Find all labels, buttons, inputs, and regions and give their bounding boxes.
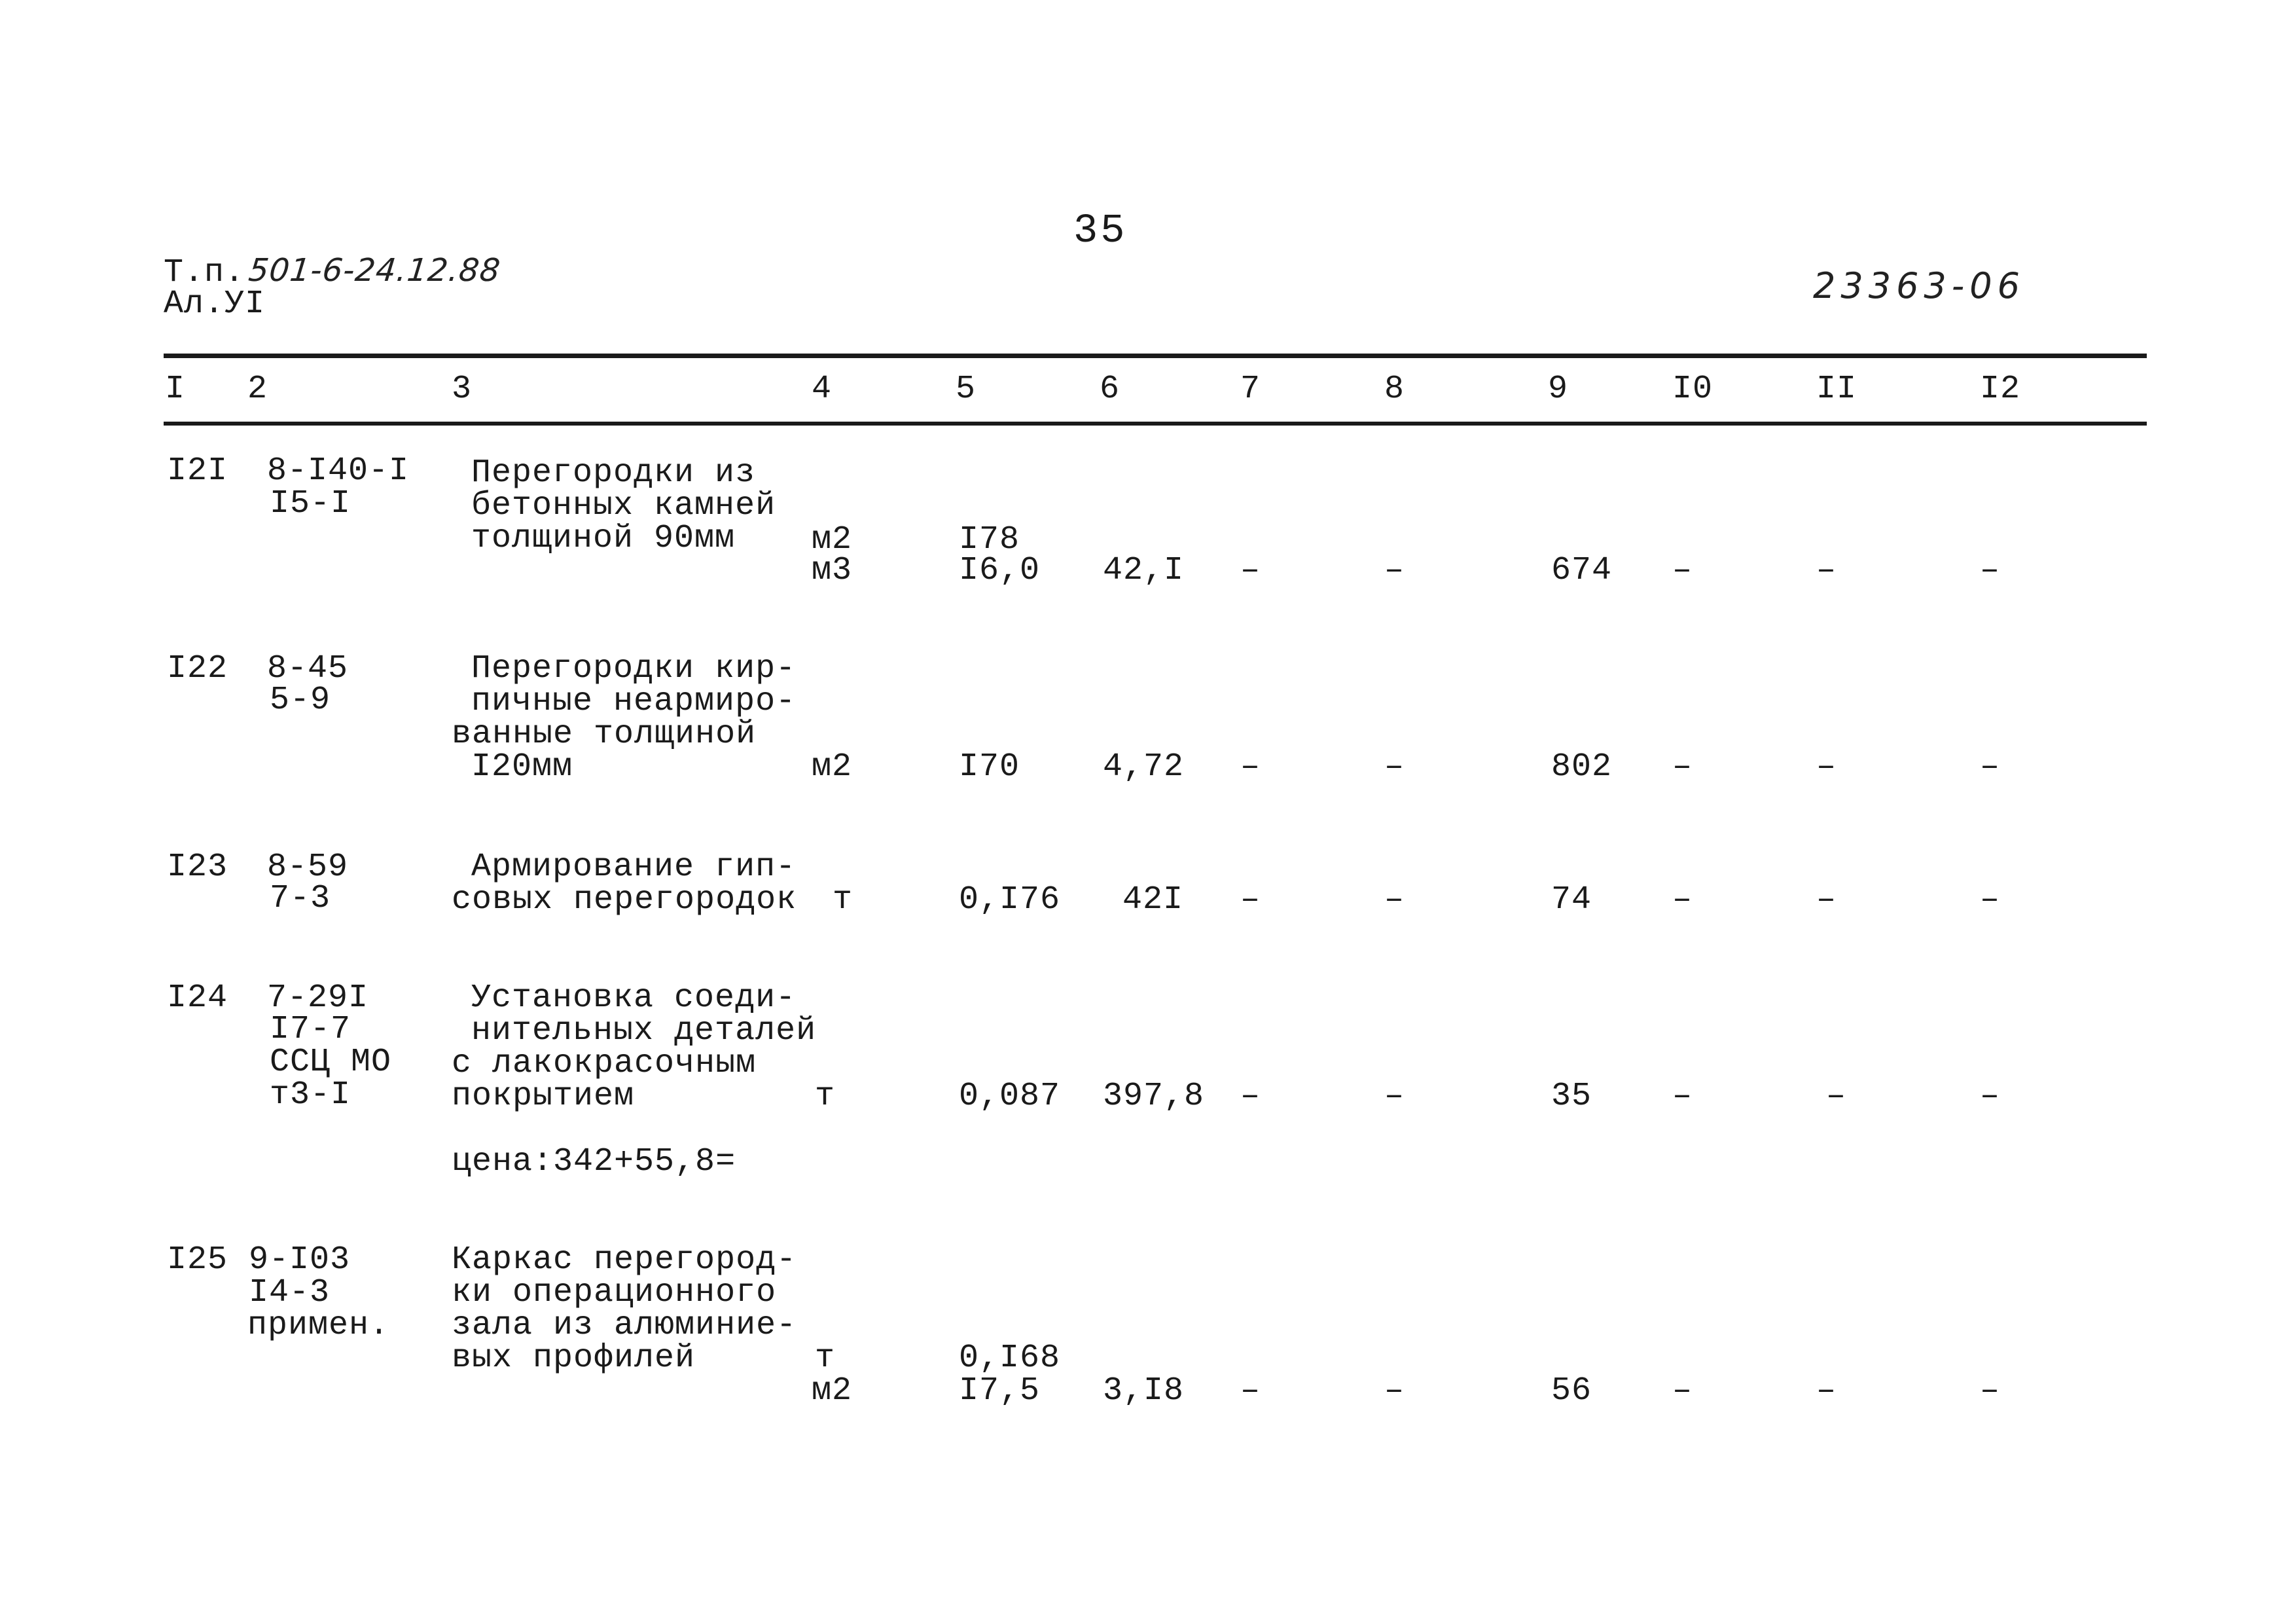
row-note: цена:342+55,8= [452,1143,736,1180]
row-col8: – [1384,1078,1405,1115]
row-quantity: I7,5 [959,1372,1041,1410]
row-col7: – [1240,1372,1261,1410]
row-col11: – [1826,1078,1847,1115]
row-quantity: 0,087 [959,1078,1061,1115]
row-unit: т [815,1078,836,1115]
row-price: 42I [1122,881,1184,919]
page-number: 35 [1073,208,1128,254]
row-code: I4-3 [249,1274,331,1311]
row-quantity: I78 [959,521,1020,558]
row-description: покрытием [452,1078,635,1115]
col-header-7: 7 [1240,371,1261,408]
row-col12: – [1980,748,2001,786]
row-code: 8-59 [267,848,349,886]
row-col8: – [1384,552,1405,589]
row-code: 7-29I [267,979,369,1017]
row-description: Каркас перегород- [452,1241,797,1279]
row-col9: 802 [1551,748,1613,786]
row-description: Армирование гип- [471,848,797,886]
row-description: пичные неармиро- [471,683,797,720]
table-top-rule [164,354,2147,358]
row-number: I22 [167,650,228,687]
row-unit: м2 [812,1372,853,1410]
col-header-2: 2 [247,371,268,408]
row-price: 4,72 [1103,748,1185,786]
row-code: примен. [247,1307,390,1344]
row-description: Перегородки кир- [471,650,797,687]
row-description: толщиной 90мм [471,520,736,557]
row-col10: – [1672,881,1693,919]
row-description: I20мм [471,748,573,786]
table-header-rule [164,422,2147,426]
row-description: Перегородки из [471,454,756,492]
row-col10: – [1672,1372,1693,1410]
row-col9: 56 [1551,1372,1592,1410]
row-col7: – [1240,881,1261,919]
row-price: 397,8 [1103,1078,1205,1115]
col-header-6: 6 [1100,371,1121,408]
row-price: 3,I8 [1103,1372,1185,1410]
row-col7: – [1240,552,1261,589]
row-description: ки операционного [452,1274,777,1311]
row-quantity: 0,I68 [959,1340,1061,1377]
row-description: совых перегородок [452,881,797,919]
row-col11: – [1816,1372,1837,1410]
row-col9: 74 [1551,881,1592,919]
row-code: 7-3 [270,880,331,917]
row-unit: м2 [812,748,853,786]
row-col12: – [1980,552,2001,589]
row-code: т3-I [270,1076,351,1114]
row-col11: – [1816,881,1837,919]
album-label: Ал.УI [164,285,266,323]
row-description: бетонных камней [471,487,776,524]
row-description: ванные толщиной [452,716,757,753]
row-description: нительных деталей [471,1012,817,1049]
tp-number-handwritten: 501-6-24.12.88 [247,252,503,289]
row-unit: т [815,1340,836,1377]
row-col8: – [1384,1372,1405,1410]
row-price: 42,I [1103,552,1185,589]
row-col10: – [1672,748,1693,786]
row-code: I5-I [270,485,351,522]
row-col9: 674 [1551,552,1613,589]
row-number: I2I [167,452,228,490]
row-col10: – [1672,552,1693,589]
row-col7: – [1240,1078,1261,1115]
col-header-11: II [1816,371,1857,408]
row-unit: м2 [812,521,853,558]
col-header-12: I2 [1980,371,2021,408]
row-code: 8-I40-I [267,452,410,490]
row-description: зала из алюминие- [452,1307,797,1344]
row-col7: – [1240,748,1261,786]
col-header-8: 8 [1384,371,1405,408]
row-unit: м3 [812,552,853,589]
doc-code-handwritten: 23363-06 [1813,265,2025,306]
row-col8: – [1384,881,1405,919]
col-header-3: 3 [452,371,473,408]
row-col10: – [1672,1078,1693,1115]
row-description: с лакокрасочным [452,1045,757,1082]
row-col12: – [1980,1078,2001,1115]
row-col9: 35 [1551,1078,1592,1115]
row-col11: – [1816,748,1837,786]
row-quantity: I70 [959,748,1020,786]
row-description: Установка соеди- [471,979,797,1017]
col-header-9: 9 [1548,371,1569,408]
row-quantity: I6,0 [959,552,1041,589]
row-code: ССЦ МО [270,1044,392,1081]
col-header-10: I0 [1672,371,1713,408]
row-description: вых профилей [452,1340,696,1377]
row-number: I24 [167,979,228,1017]
row-number: I25 [167,1241,228,1279]
row-col11: – [1816,552,1837,589]
tp-prefix: Т.п. [164,254,245,291]
col-header-4: 4 [812,371,833,408]
row-number: I23 [167,848,228,886]
row-code: 9-I03 [249,1241,351,1279]
row-col8: – [1384,748,1405,786]
row-code: 5-9 [270,682,331,719]
row-col12: – [1980,1372,2001,1410]
row-col12: – [1980,881,2001,919]
row-quantity: 0,I76 [959,881,1061,919]
col-header-1: I [165,371,186,408]
row-code: 8-45 [267,650,349,687]
row-code: I7-7 [270,1011,351,1048]
col-header-5: 5 [956,371,977,408]
row-unit: т [833,881,853,919]
